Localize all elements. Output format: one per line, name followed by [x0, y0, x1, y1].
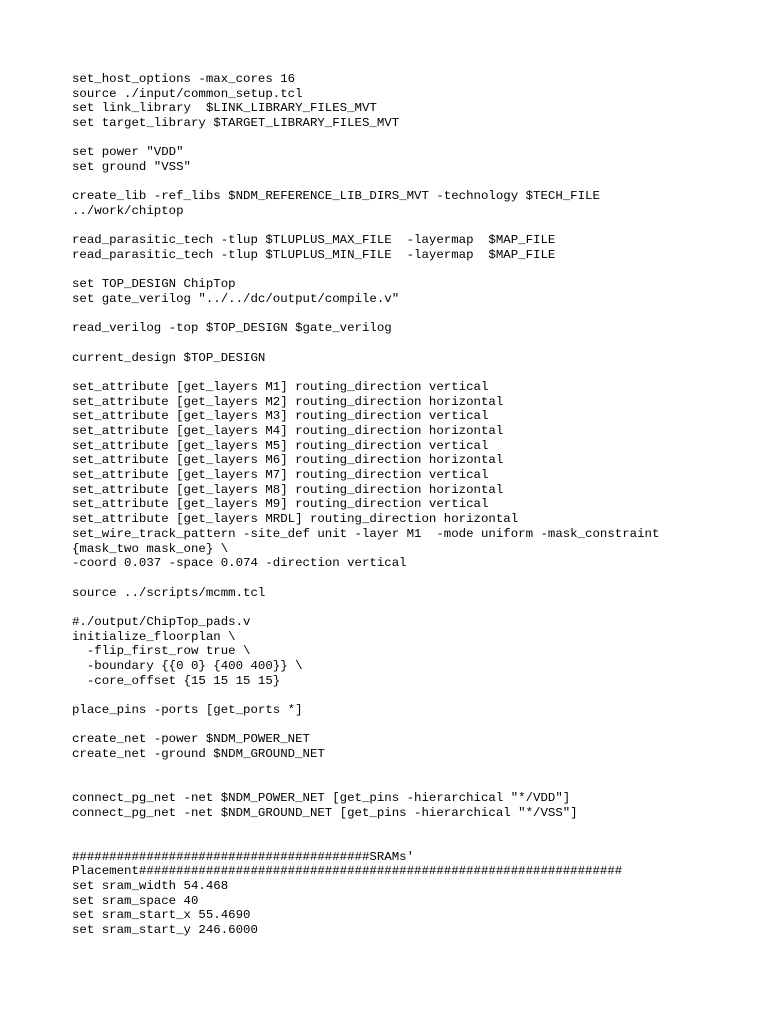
code-line: set_attribute [get_layers M4] routing_direction horizontal	[72, 424, 504, 439]
code-line: ########################################SRAMs'	[72, 849, 415, 864]
code-line: source ../scripts/mcmm.tcl	[72, 585, 266, 600]
code-line: source ./input/common_setup.tcl	[72, 86, 303, 101]
code-line: set sram_start_x 55.4690	[72, 908, 251, 923]
code-line: connect_pg_net -net $NDM_GROUND_NET [get_pins -hierarchical "*/VSS"]	[72, 805, 578, 820]
code-line: read_verilog -top $TOP_DESIGN $gate_verilog	[72, 321, 392, 336]
blank-line	[72, 688, 659, 703]
code-line: set_attribute [get_layers M7] routing_direction vertical	[72, 468, 489, 483]
blank-line	[72, 307, 659, 322]
code-line: set_attribute [get_layers M6] routing_direction horizontal	[72, 453, 504, 468]
code-line: create_net -ground $NDM_GROUND_NET	[72, 746, 325, 761]
code-line: read_parasitic_tech -tlup $TLUPLUS_MAX_FILE -layermap $MAP_FILE	[72, 233, 556, 248]
code-line: set_attribute [get_layers M5] routing_direction vertical	[72, 438, 489, 453]
code-line: set gate_verilog "../../dc/output/compile.v"	[72, 292, 400, 307]
code-line: set sram_width 54.468	[72, 878, 229, 893]
code-line: place_pins -ports [get_ports *]	[72, 702, 303, 717]
blank-line	[72, 263, 659, 278]
code-line: #./output/ChipTop_pads.v	[72, 614, 251, 629]
code-line: set_attribute [get_layers M3] routing_direction vertical	[72, 409, 489, 424]
code-line: set_attribute [get_layers M1] routing_direction vertical	[72, 380, 489, 395]
blank-line	[72, 336, 659, 351]
blank-line	[72, 365, 659, 380]
code-line: connect_pg_net -net $NDM_POWER_NET [get_pins -hierarchical "*/VDD"]	[72, 790, 571, 805]
blank-line	[72, 776, 659, 791]
blank-line	[72, 571, 659, 586]
code-line: set_attribute [get_layers M8] routing_direction horizontal	[72, 482, 504, 497]
blank-line	[72, 219, 659, 234]
code-line: set power "VDD"	[72, 145, 184, 160]
code-line: set_wire_track_pattern -site_def unit -layer M1 -mode uniform -mask_constraint	[72, 526, 660, 541]
blank-line	[72, 762, 659, 777]
blank-line	[72, 131, 659, 146]
code-line: Placement#################################################################	[72, 864, 623, 879]
code-line: set_attribute [get_layers M2] routing_direction horizontal	[72, 394, 504, 409]
code-line: -flip_first_row true \	[72, 644, 251, 659]
blank-line	[72, 835, 659, 850]
tcl-script-text	[72, 72, 659, 938]
blank-line	[72, 820, 659, 835]
code-line: set_host_options -max_cores 16	[72, 72, 296, 86]
code-line: {mask_two mask_one} \	[72, 541, 229, 556]
code-line: set TOP_DESIGN ChipTop	[72, 277, 236, 292]
code-line: set ground "VSS"	[72, 160, 191, 175]
blank-line	[72, 175, 659, 190]
code-line: set link_library $LINK_LIBRARY_FILES_MVT	[72, 101, 377, 116]
code-line: initialize_floorplan \	[72, 629, 236, 644]
code-line: -coord 0.037 -space 0.074 -direction vertical	[72, 556, 407, 571]
code-line: create_net -power $NDM_POWER_NET	[72, 732, 310, 747]
code-line: current_design $TOP_DESIGN	[72, 350, 266, 365]
code-line: set_attribute [get_layers M9] routing_direction vertical	[72, 497, 489, 512]
code-line: -boundary {{0 0} {400 400}} \	[72, 658, 303, 673]
blank-line	[72, 600, 659, 615]
code-line: ../work/chiptop	[72, 204, 184, 219]
blank-line	[72, 718, 659, 733]
code-line: set sram_start_y 246.6000	[72, 922, 258, 937]
code-line: -core_offset {15 15 15 15}	[72, 673, 281, 688]
code-line: set target_library $TARGET_LIBRARY_FILES_MVT	[72, 116, 400, 131]
code-line: read_parasitic_tech -tlup $TLUPLUS_MIN_FILE -layermap $MAP_FILE	[72, 248, 556, 263]
code-line: create_lib -ref_libs $NDM_REFERENCE_LIB_DIRS_MVT -technology $TECH_FILE	[72, 189, 600, 204]
code-line: set_attribute [get_layers MRDL] routing_direction horizontal	[72, 512, 519, 527]
code-line: set sram_space 40	[72, 893, 199, 908]
